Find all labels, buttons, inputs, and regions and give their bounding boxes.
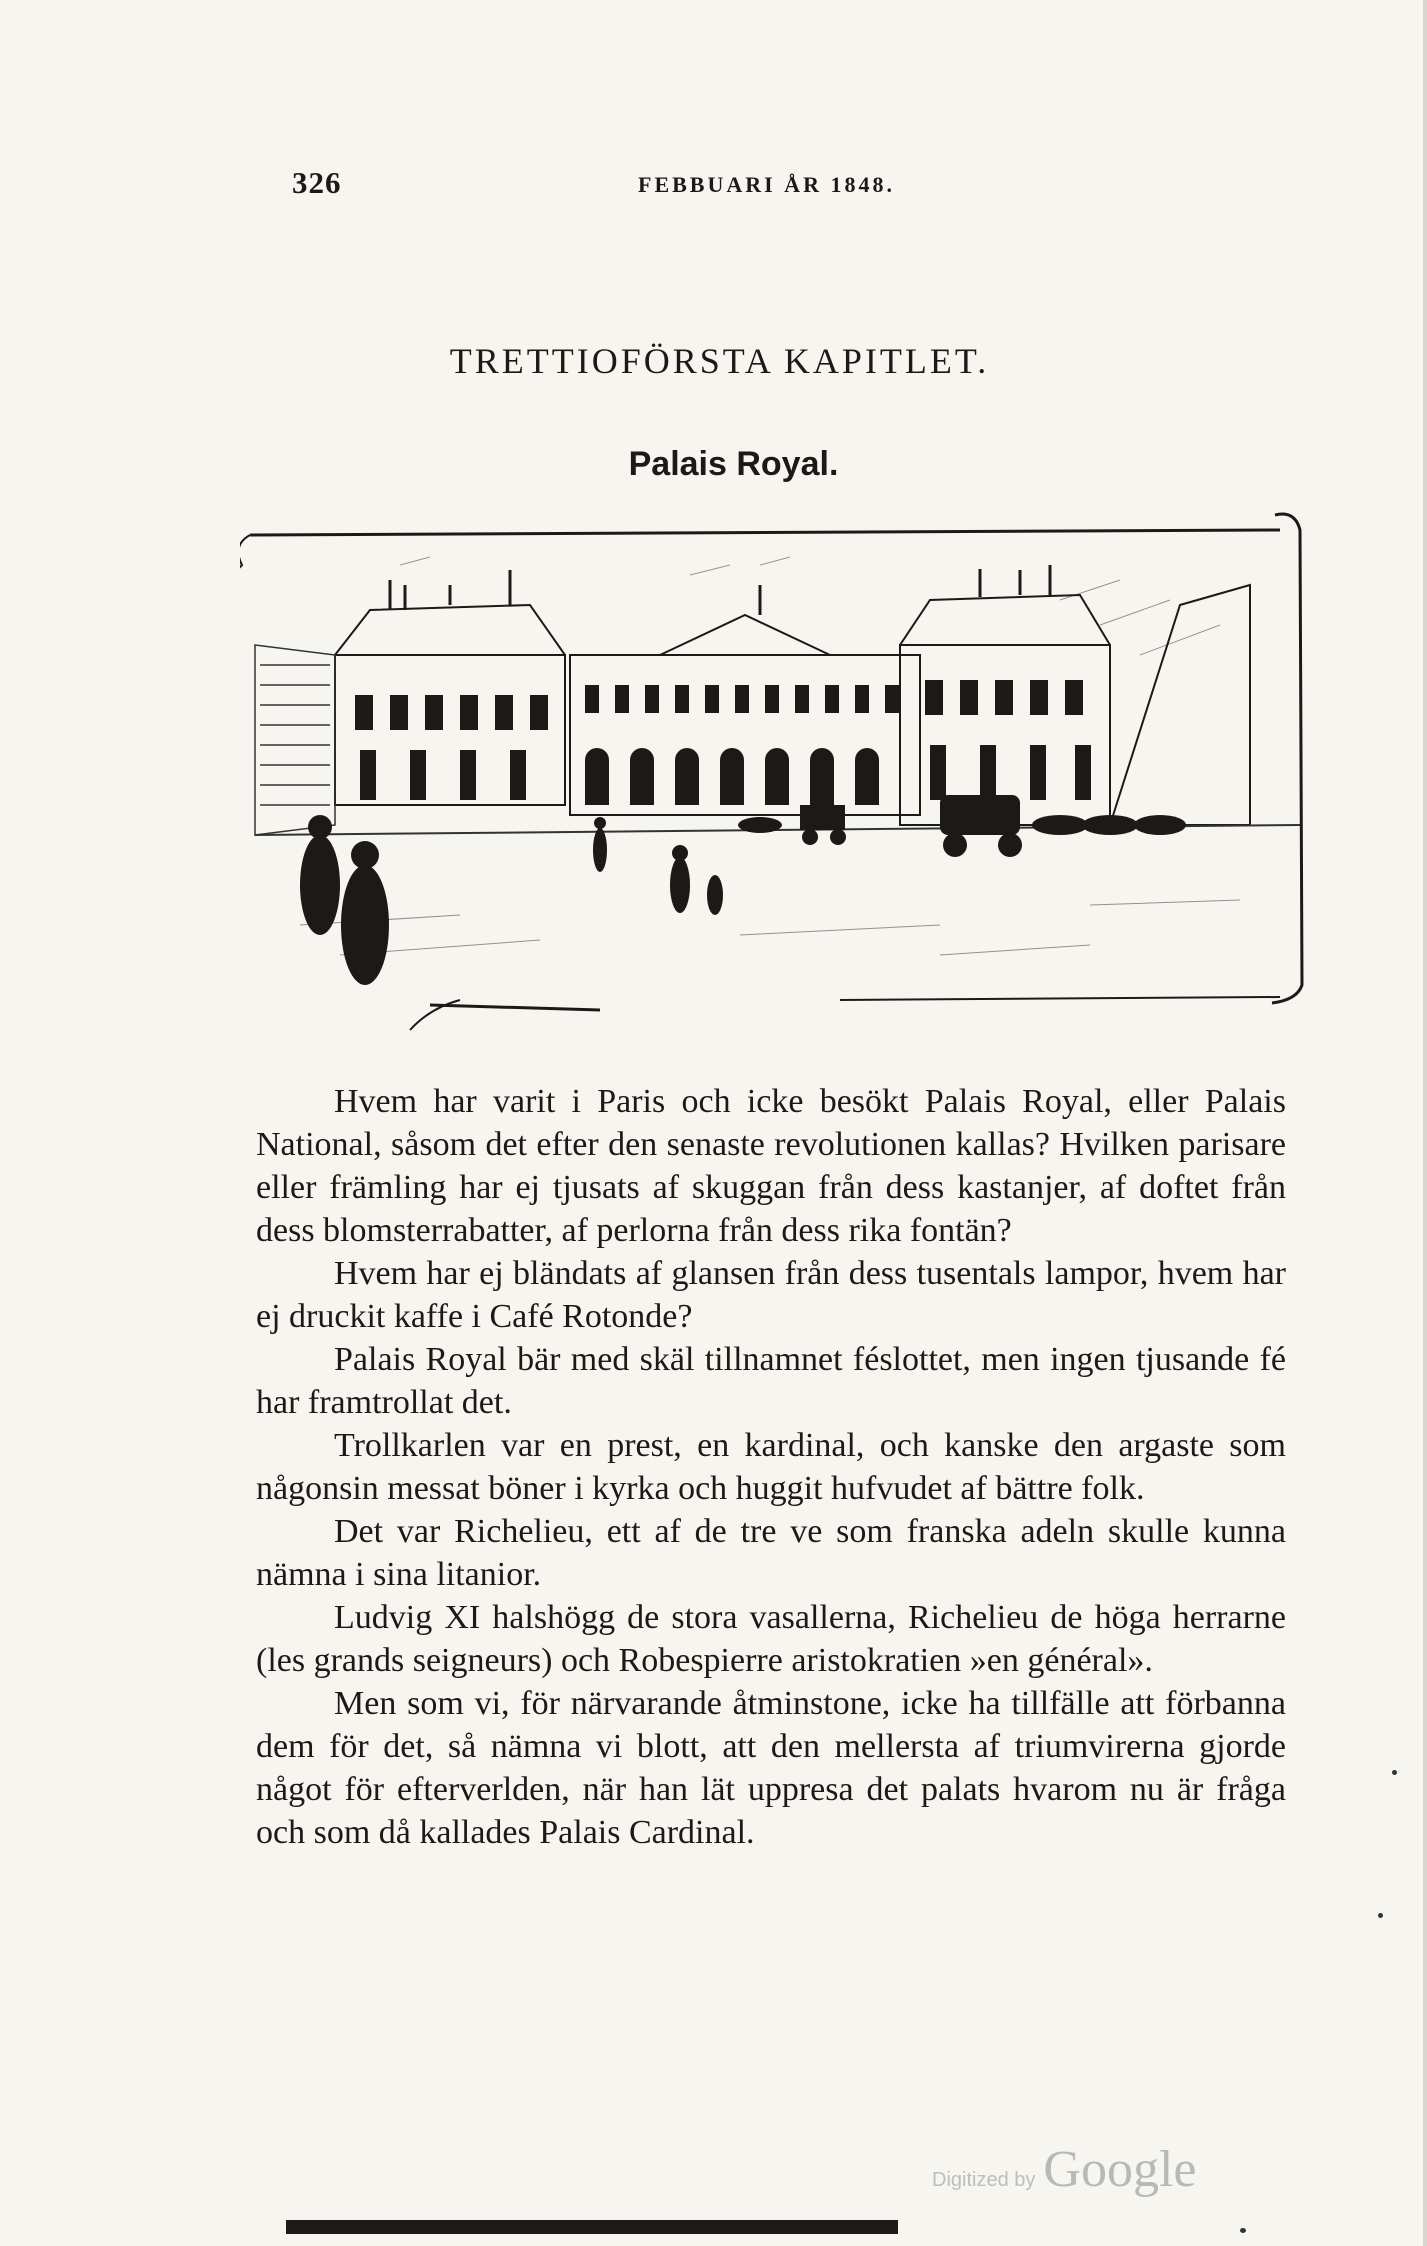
paragraph: Hvem har ej bländats af glansen från dess tusentals lampor, hvem har ej druckit kaffe i Café Rotonde? — [256, 1255, 1286, 1335]
paragraph: Trollkarlen var en prest, en kardinal, och kanske den argaste som någonsin messat böner i kyrka och huggit hufvudet af bättre folk. — [256, 1427, 1286, 1507]
paragraph: Hvem har varit i Paris och icke besökt Palais Royal, eller Palais National, såsom det efter den senaste revolutionen kallas? Hvilken parisare eller främling har ej tjusats af skuggan från dess kastanjer, af doftet från dess blomsterrabatter, af perlorna från dess rika fontän? — [256, 1083, 1286, 1249]
paragraph: Men som vi, för närvarande åtminstone, icke ha tillfälle att förbanna dem för det, så nämna vi blott, att den mellersta af triumvirerna gjorde något för efterverlden, när han lät uppresa det palats hvarom nu är fråga och som då kallades Palais Cardinal. — [256, 1685, 1286, 1851]
section-title: Palais Royal. — [628, 445, 839, 483]
watermark-prefix: Digitized by — [932, 2169, 1036, 2191]
paragraph: Det var Richelieu, ett af de tre ve som franska adeln skulle kunna nämna i sina litanior. — [256, 1513, 1286, 1593]
google-watermark — [932, 2140, 1196, 2199]
body-text — [256, 1080, 1286, 1854]
bottom-rule — [286, 2220, 898, 2234]
palais-royal-illustration — [240, 505, 1325, 1035]
watermark-brand: Google — [1043, 2141, 1197, 2198]
chapter-title: TRETTIOFÖRSTA KAPITLET. — [449, 341, 990, 381]
ink-speck — [1392, 1770, 1397, 1775]
page-number: 326 — [292, 165, 342, 200]
scan-edge — [1423, 0, 1427, 2246]
ink-speck — [1378, 1913, 1383, 1918]
paragraph: Ludvig XI halshögg de stora vasallerna, Richelieu de höga herrarne (les grands seigneurs) och Robespierre aristokratien »en général». — [256, 1599, 1286, 1679]
ink-speck — [1240, 2228, 1246, 2233]
running-head: FEBBUARI ÅR 1848. — [638, 172, 895, 197]
paragraph: Palais Royal bär med skäl tillnamnet féslottet, men ingen tjusande fé har framtrollat det. — [256, 1341, 1286, 1421]
